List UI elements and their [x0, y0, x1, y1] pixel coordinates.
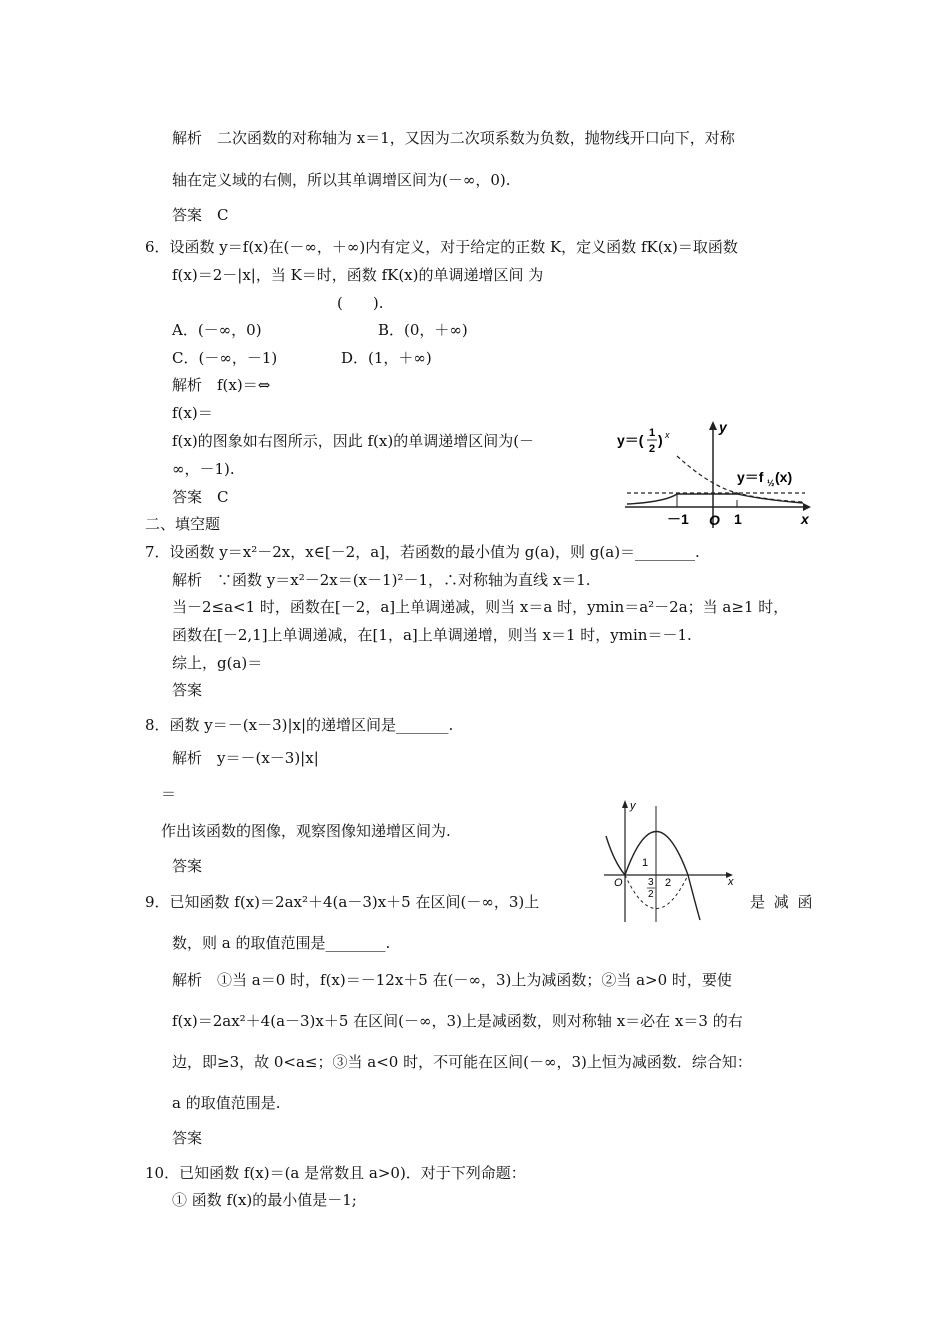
text-line: 函数在[－2,1]上单调递减，在[1，a]上单调递增，则当 x＝1 时，ymin＝－1.: [172, 626, 692, 644]
curve-label-left-end: ): [658, 432, 663, 448]
frac-num: 3: [648, 877, 654, 888]
tick-label-2: 2: [665, 877, 672, 889]
text-line: ∞，－1).: [172, 460, 235, 478]
text-line: ① 函数 f(x)的最小值是－1;: [172, 1191, 357, 1209]
frac-den: 2: [649, 443, 656, 455]
y-axis-arrow: [709, 421, 717, 430]
text-line: 轴在定义域的右侧，所以其单调增区间为(－∞，0).: [172, 171, 511, 189]
text-line: 数，则 a 的取值范围是________.: [172, 934, 391, 952]
tick-label-1: 1: [642, 857, 649, 869]
analysis-line: 解析 ∵函数 y＝x²－2x＝(x－1)²－1，∴对称轴为直线 x＝1.: [172, 571, 591, 589]
question-10: 10．已知函数 f(x)＝(a 是常数且 a>0)．对于下列命题：: [145, 1164, 526, 1182]
text-line: 边，即≥3，故 0<a≤；③当 a<0 时，不可能在区间(－∞，3)上恒为减函数．综合知：: [172, 1053, 752, 1071]
piecewise-curve: [627, 494, 803, 504]
text-line: 是 减 函: [750, 893, 815, 911]
tick-label-1: 1: [734, 511, 742, 527]
answer-blank: ( ).: [337, 294, 384, 312]
origin-label: O: [614, 877, 623, 889]
text-line: 解析 二次函数的对称轴为 x＝1，又因为二次项系数为负数，抛物线开口向下，对称: [172, 129, 735, 147]
curve-label-left-exp: x: [665, 430, 670, 440]
x-axis-arrow: [803, 503, 811, 511]
answer-label: 答案: [172, 681, 203, 699]
tick-label-neg1: －1: [667, 511, 689, 527]
y-axis-arrow: [622, 800, 628, 808]
text-line: 当－2≤a<1 时，函数在[－2，a]上单调递减，则当 x＝a 时，ymin＝a²－2a；当 a≥1 时，: [172, 598, 789, 616]
option-b: B．(0，＋∞): [378, 321, 468, 339]
axis-x-label: x: [801, 511, 809, 527]
curve-label-left: y＝(: [617, 432, 644, 448]
answer-label: 答案 C: [172, 488, 229, 506]
question-9: 9．已知函数 f(x)＝2ax²＋4(a－3)x＋5 在区间(－∞，3)上: [145, 893, 540, 911]
analysis-line: 解析 ①当 a＝0 时，f(x)＝－12x＋5 在(－∞，3)上为减函数；②当 a>0 时，要使: [172, 971, 732, 989]
curve-label-right: y＝f: [737, 469, 764, 485]
option-d: D．(1，＋∞): [341, 349, 432, 367]
frac-den: 2: [648, 889, 654, 900]
text-line: 综上，g(a)＝: [172, 654, 263, 672]
text-line: 作出该函数的图像，观察图像知递增区间为.: [161, 822, 451, 840]
axis-x-label: x: [728, 876, 734, 888]
curve-label-right-sub: ½: [767, 478, 775, 488]
figure-exponential-graph: [615, 418, 815, 530]
text-line: ＝: [161, 785, 177, 803]
option-c: C．(－∞，－1): [172, 349, 278, 367]
question-6: 6．设函数 y＝f(x)在(－∞，＋∞)内有定义，对于给定的正数 K，定义函数 fK(x)＝取函数: [145, 238, 738, 256]
question-7: 7．设函数 y＝x²－2x，x∈[－2，a]，若函数的最小值为 g(a)，则 g(a)＝________.: [145, 543, 700, 561]
text-line: f(x)的图象如右图所示，因此 f(x)的单调递增区间为(－: [172, 432, 535, 450]
text-line: f(x)＝: [172, 404, 213, 422]
text-line: f(x)＝2ax²＋4(a－3)x＋5 在区间(－∞，3)上是减函数，则对称轴 x＝必在 x＝3 的右: [172, 1012, 743, 1030]
axis-y-label: y: [719, 419, 727, 435]
axis-y-label: y: [630, 800, 636, 812]
curve-label-right-end: (x): [775, 469, 793, 485]
text-line: f(x)＝2－|x|，当 K＝时，函数 fK(x)的单调递增区间 为: [172, 266, 544, 284]
section-heading: 二、填空题: [145, 515, 221, 533]
answer-label: 答案: [172, 857, 203, 875]
text-line: a 的取值范围是.: [172, 1094, 281, 1112]
analysis-line: 解析 y＝－(x－3)|x|: [172, 749, 319, 767]
function-curve: [606, 832, 700, 921]
answer-label: 答案: [172, 1129, 203, 1147]
frac-num: 1: [649, 427, 656, 439]
figure-cubic-graph: [600, 796, 742, 924]
answer-label: 答案 C: [172, 206, 229, 224]
analysis-line: 解析 f(x)＝⇔: [172, 376, 271, 394]
option-a: A．(－∞，0): [172, 321, 262, 339]
origin-label: O: [709, 512, 720, 528]
question-8: 8．函数 y＝－(x－3)|x|的递增区间是_______.: [145, 716, 454, 734]
